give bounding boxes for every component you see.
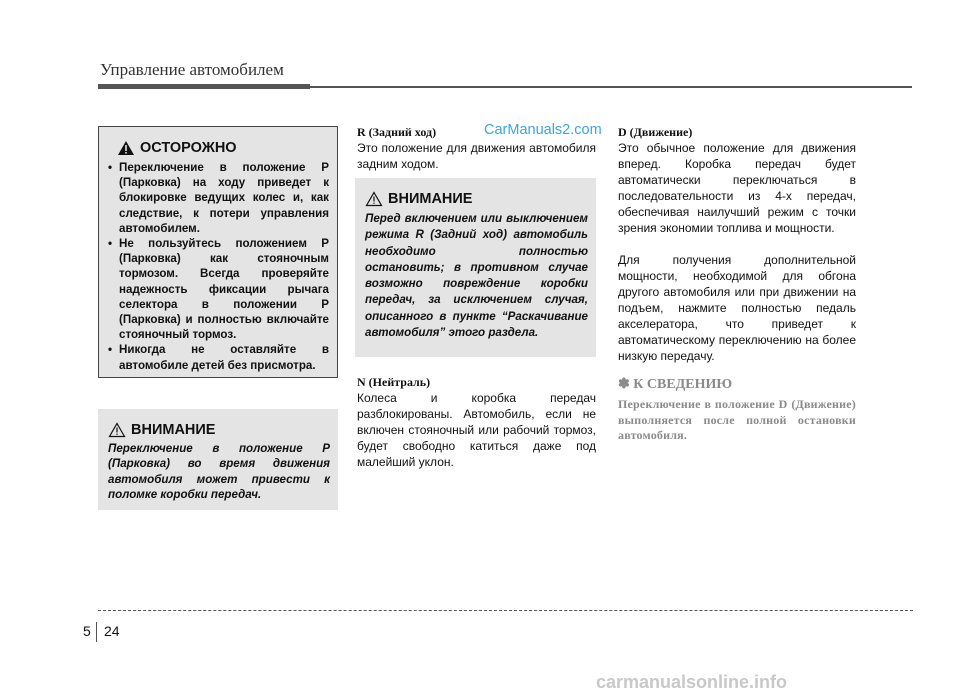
- header-rule-bold: [98, 84, 310, 89]
- section-neutral-text: Колеса и коробка передач разблокированы. Автомобиль, если не включен стояночный или рабочий тормоз, будет свободно катиться даже под малейший уклон.: [357, 391, 596, 469]
- section-drive: [618, 124, 856, 364]
- caution-header: [99, 127, 337, 156]
- notice-title: ВНИМАНИЕ: [388, 191, 473, 207]
- section-neutral-heading: N (Нейтраль): [357, 375, 431, 389]
- info-note-heading: ✽ К СВЕДЕНИЮ: [618, 377, 733, 392]
- warning-outline-icon: [108, 422, 126, 438]
- chapter-number: 5: [83, 623, 91, 639]
- caution-title: ОСТОРОЖНО: [140, 140, 237, 156]
- footer-dashed-rule: [98, 610, 913, 611]
- section-drive-heading: D (Движение): [618, 125, 693, 139]
- notice-text: Перед включением или выключением режима R (Задний ход) автомобиль необходимо полностью остановить; в противном случае возможно повреждение коробки передач, за исключением случая, описанного в пункте “Раскачивание автомобиля” этого раздела.: [365, 212, 588, 340]
- watermark-carmanualsonline: carmanualsonline.info: [596, 672, 788, 692]
- page-header-title: Управление автомобилем: [100, 60, 284, 79]
- section-reverse-text: Это положение для движения автомобиля задним ходом.: [357, 141, 596, 171]
- notice-text: Переключение в положение P (Парковка) во время движения автомобиля может привести к поломке коробки передач.: [108, 442, 330, 501]
- watermark-carmanuals2: CarManuals2.com: [484, 122, 602, 138]
- section-reverse: [357, 124, 596, 172]
- notice-title: ВНИМАНИЕ: [131, 422, 216, 438]
- notice-header: [355, 178, 596, 207]
- notice-box-left: [98, 409, 338, 510]
- caution-item: • Не пользуйтесь положением P (Парковка) как стояночным тормозом. Всегда проверяйте надежность фиксации рычага селектора в положении P (Парковка) и полностью включайте стояночный тормоз.: [108, 236, 329, 342]
- warning-outline-icon: [365, 191, 383, 207]
- notice-header: [98, 409, 338, 438]
- warning-filled-icon: [117, 140, 135, 156]
- caution-list: [99, 160, 337, 373]
- notice-box-mid: [355, 178, 596, 357]
- section-reverse-heading: R (Задний ход): [357, 125, 437, 139]
- caution-box: [98, 126, 338, 378]
- section-drive-text-1: Это обычное положение для движения вперед. Коробка передач будет автоматически переключаться в последовательности из 4-х передач, обеспечивая наилучший режим с точки зрения экономии топлива и мощности.: [618, 141, 856, 235]
- section-drive-text-2: Для получения дополнительной мощности, необходимой для обгона другого автомобиля или при движении на подъем, нажмите полностью педаль акселератора, что приведет к автоматическому переключению на более низкую передачу.: [618, 253, 856, 363]
- section-neutral: [357, 374, 596, 470]
- header-rule: [310, 86, 912, 88]
- caution-item: • Никогда не оставляйте в автомобиле детей без присмотра.: [108, 342, 329, 372]
- page-separator: [96, 622, 97, 642]
- caution-item: • Переключение в положение P (Парковка) на ходу приведет к блокировке ведущих колес и, как следствие, к потери управления автомобилем.: [108, 160, 329, 236]
- info-note-text: Переключение в положение D (Движение) выполняется после полной остановки автомобиля.: [618, 397, 856, 442]
- page-number: 24: [104, 623, 120, 639]
